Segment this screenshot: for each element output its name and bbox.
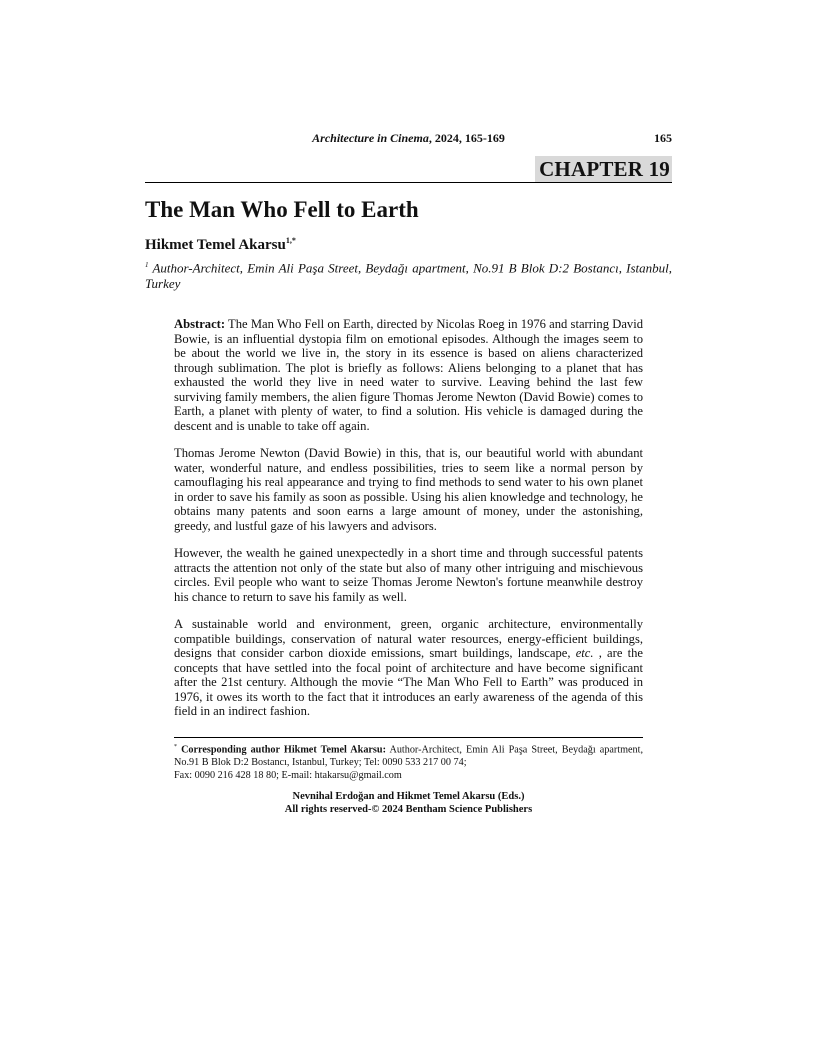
footnote [174, 741, 643, 782]
footnote-text: Author-Architect, Emin Ali Paşa Street, Beydağı apartment, No.91 B Blok D:2 Bostancı, Istanbul, Turkey; Tel: 0090 533 217 00 74; [174, 744, 644, 769]
body-paragraph-2: Thomas Jerome Newton (David Bowie) in this, that is, our beautiful world with abundant water, wonderful nature, and endless possibilities, tries to seem like a normal person by camouflaging his real appearance and trying to find methods to send water to his own planet in order to save his family as soon as possible. Using his alien knowledge and technology, he obtains many patents and soon earns a large amount of money, under the astonishing, greedy, and lustful gaze of his lawyers and advisors. [174, 446, 643, 533]
body-paragraph-4 [174, 617, 643, 719]
editors-line: Nevnihal Erdoğan and Hikmet Temel Akarsu (Eds.) [292, 791, 525, 802]
affiliation-mark: 1 [145, 261, 149, 269]
author-affiliation [145, 257, 672, 292]
citation-details: , 2024, 165-169 [428, 131, 505, 145]
page-number: 165 [654, 131, 672, 145]
abstract-paragraph [174, 317, 643, 433]
footnote-fax-email: Fax: 0090 216 428 18 80; E-mail: htakarsu@gmail.com [174, 770, 402, 782]
author-name: Hikmet Temel Akarsu [145, 237, 286, 253]
author-marks: 1,* [285, 236, 296, 245]
header-divider [145, 182, 672, 183]
paragraph-4-etc: etc. [575, 646, 594, 660]
abstract-body [174, 317, 643, 719]
publisher-block [145, 790, 672, 816]
paragraph-4-end: , are the concepts that have settled into the focal point of architecture and have become significant after the 21st century. Although the movie “The Man Who Fell to Earth” was produced in 1976, it owes its worth to the fact that it introduces an early awareness of the agenda of this field in an indirect fashion. [174, 646, 644, 718]
footnote-mark: * [174, 744, 177, 750]
footnote-lead: Corresponding author Hikmet Temel Akarsu: [181, 744, 386, 756]
abstract-label: Abstract: [174, 317, 226, 331]
chapter-label: CHAPTER 19 [535, 156, 672, 182]
affiliation-text: Author-Architect, Emin Ali Paşa Street, Beydağı apartment, No.91 B Blok D:2 Bostancı, Istanbul, Turkey [145, 260, 672, 292]
body-paragraph-3: However, the wealth he gained unexpectedly in a short time and through successful patents attracts the attention not only of the state but also of many other intriguing and mischievous circles. Evil people who want to seize Thomas Jerome Newton's fortune meanwhile destroy his chance to return to save his family as well. [174, 546, 643, 604]
article-title: The Man Who Fell to Earth [145, 197, 419, 222]
running-header [145, 131, 672, 146]
rights-line: All rights reserved-© 2024 Bentham Science Publishers [284, 804, 533, 815]
paragraph-4-start: A sustainable world and environment, green, organic architecture, environmentally compatible buildings, conservation of natural water resources, energy-efficient buildings, designs that consider carbon dioxide emissions, smart buildings, landscape, [174, 617, 643, 660]
footnote-divider [174, 737, 643, 738]
abstract-text: The Man Who Fell on Earth, directed by Nicolas Roeg in 1976 and starring David Bowie, is an influential dystopia film on emotional episodes. Although the images seem to be about the world we live in, the story in its essence is based on aliens characterized through sublimation. The plot is briefly as follows: Aliens belonging to a planet that has exhausted the world they live in need water to survive. Leaving behind the last few surviving family members, the alien figure Thomas Jerome Newton (David Bowie) comes to Earth, a planet with plenty of water, to find a solution. His vehicle is damaged during the descent and is unable to take off again. [174, 317, 643, 433]
author-line [145, 236, 296, 254]
journal-name: Architecture in Cinema [312, 131, 429, 145]
